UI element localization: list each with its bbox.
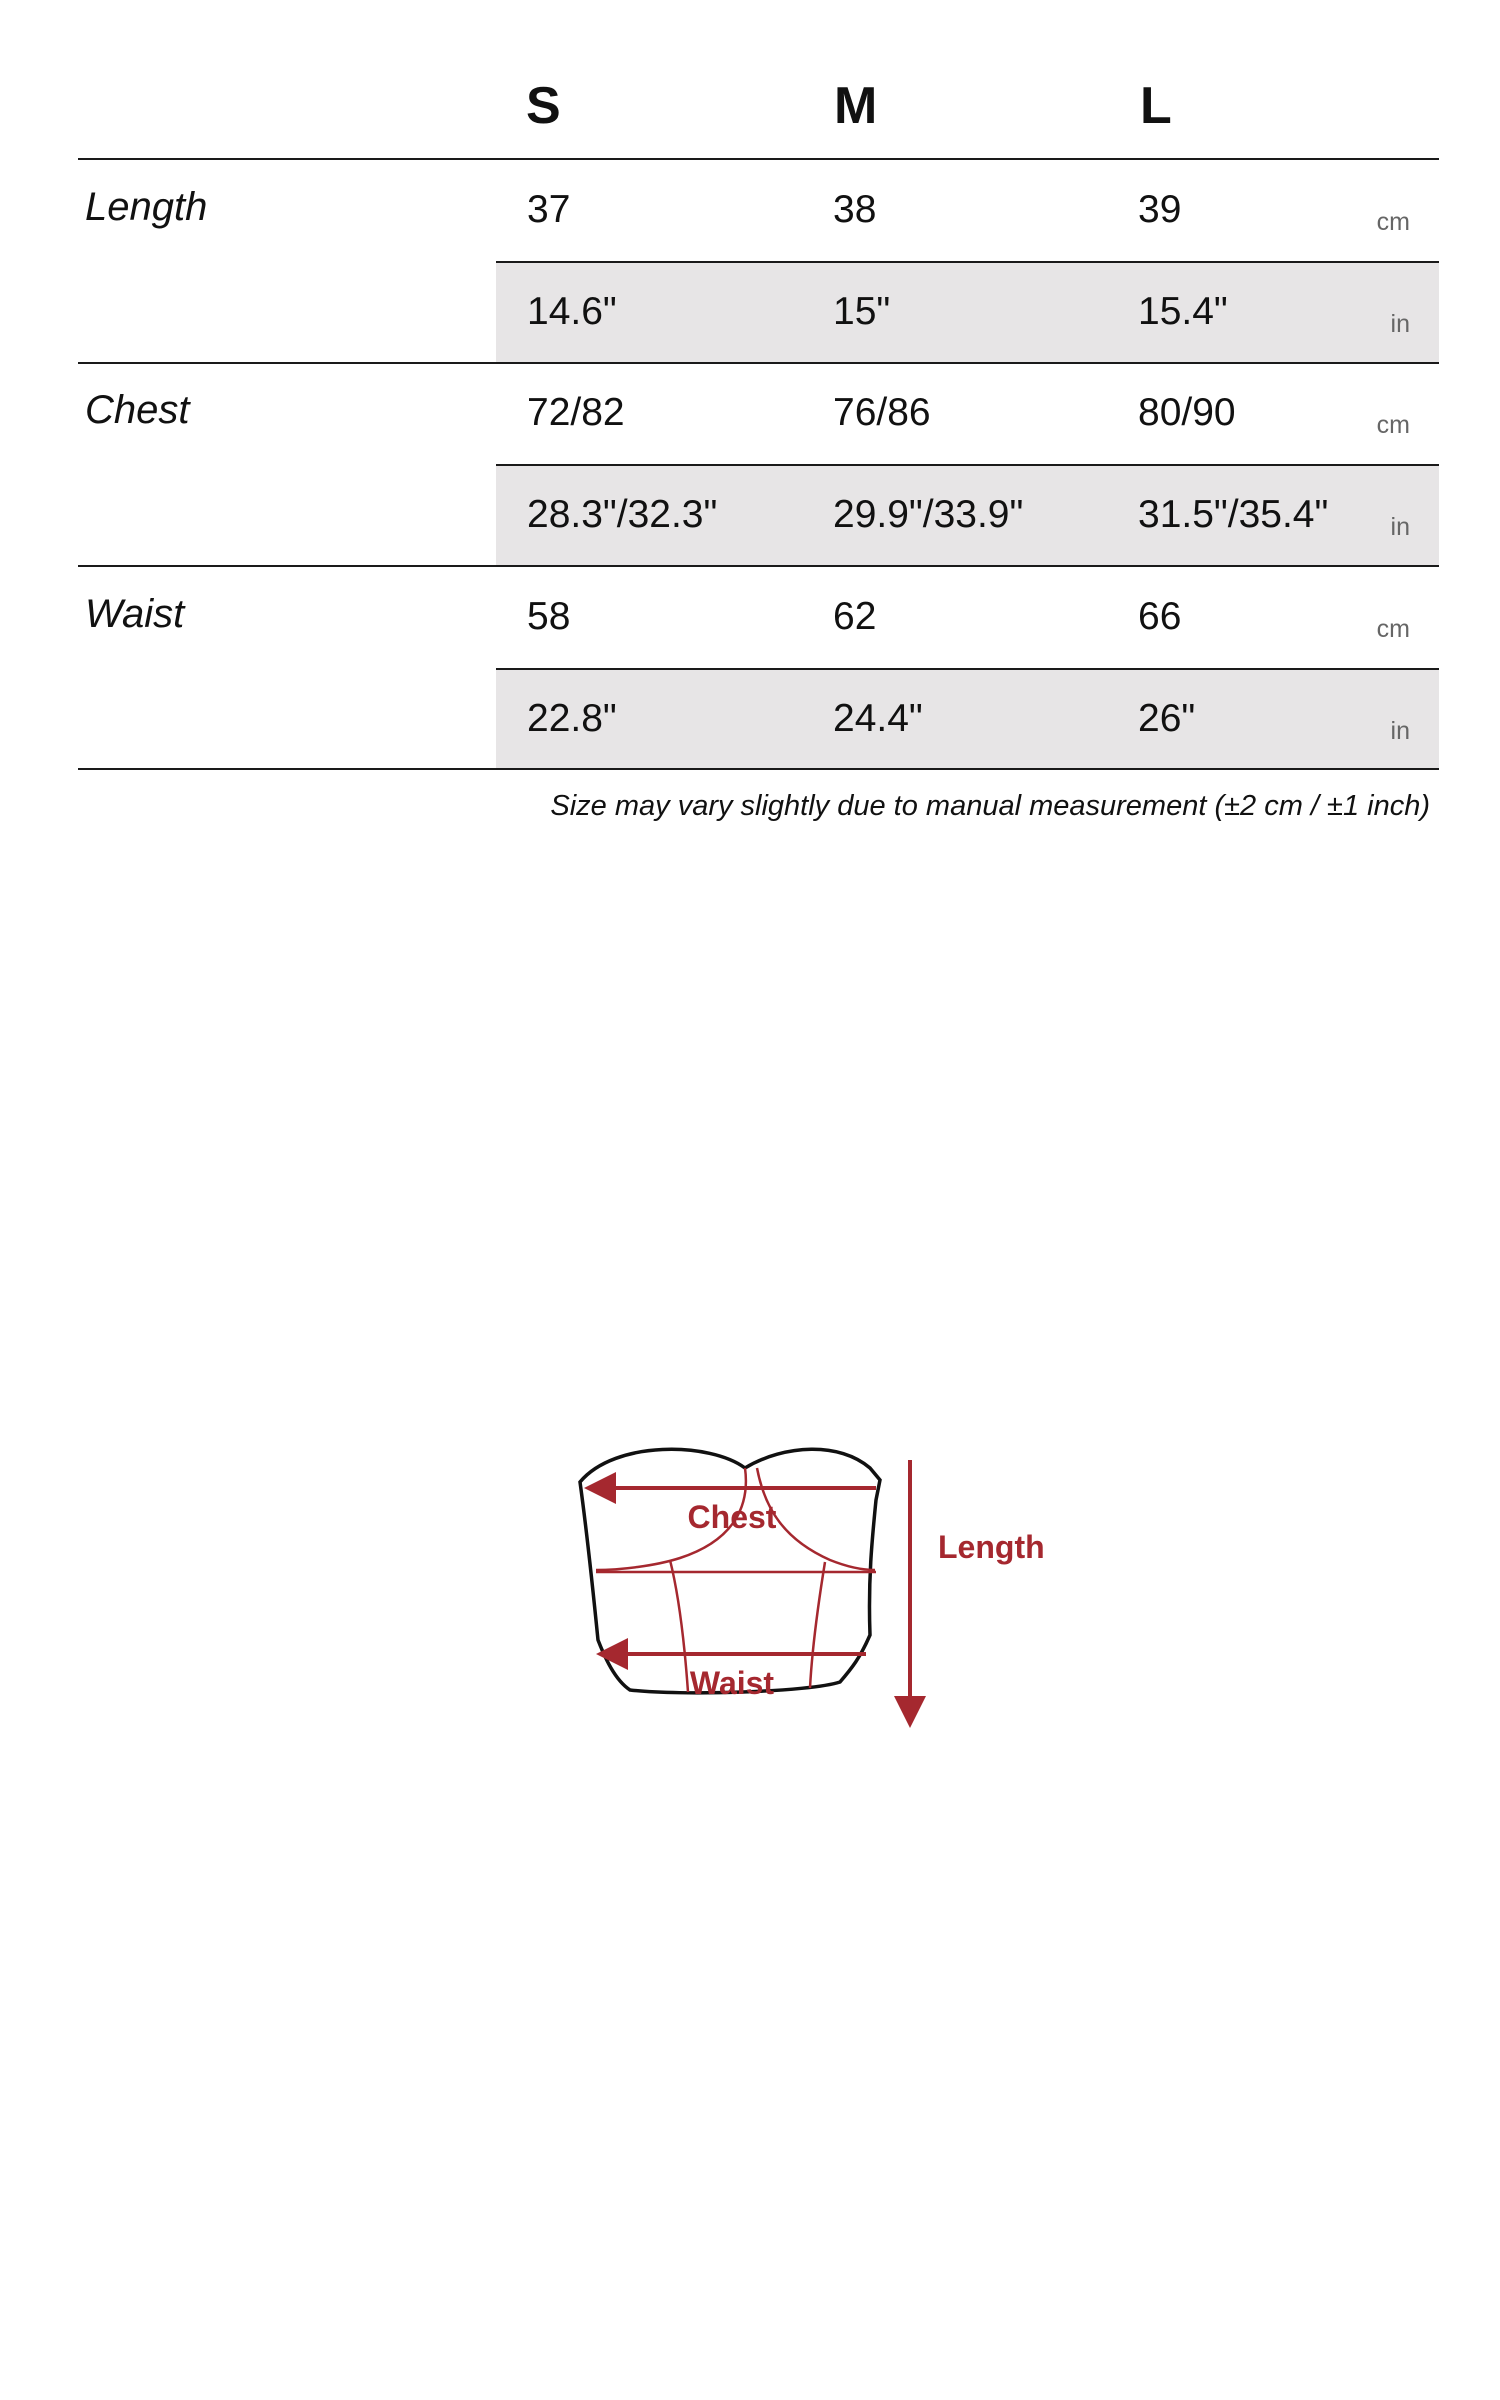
length-in-s: 14.6" [527,290,617,333]
unit-in: in [1390,513,1410,541]
chest-cm-s: 72/82 [527,391,625,434]
length-cm-m: 38 [833,188,877,231]
chest-cm-l: 80/90 [1138,391,1236,434]
table-divider [78,158,1439,160]
chest-in-m: 29.9"/33.9" [833,493,1024,536]
measure-label-waist: Waist [85,592,185,636]
inch-row-shade [496,670,1439,769]
length-in-m: 15" [833,290,891,333]
chest-in-s: 28.3"/32.3" [527,493,718,536]
table-divider [78,565,1439,567]
measure-label-chest: Chest [85,388,190,432]
measure-label-length: Length [85,185,208,229]
unit-cm: cm [1376,411,1410,439]
waist-label: Waist [689,1665,775,1701]
chest-cm-m: 76/86 [833,391,931,434]
waist-cm-s: 58 [527,595,571,638]
size-header-s: S [526,77,561,135]
waist-in-m: 24.4" [833,697,923,740]
unit-cm: cm [1376,208,1410,236]
unit-in: in [1390,310,1410,338]
garment-measurement-diagram [560,1420,1120,1750]
measurement-note: Size may vary slightly due to manual measurement (±2 cm / ±1 inch) [550,790,1430,822]
chest-label: Chest [687,1499,777,1535]
row-divider [496,464,1439,466]
row-divider [496,261,1439,263]
table-divider [78,362,1439,364]
row-divider [496,668,1439,670]
length-label: Length [938,1529,1045,1565]
table-divider [78,768,1439,770]
size-header-m: M [834,77,878,135]
unit-cm: cm [1376,615,1410,643]
waist-cm-m: 62 [833,595,877,638]
inch-row-shade [496,263,1439,363]
unit-in: in [1390,717,1410,745]
waist-in-s: 22.8" [527,697,617,740]
length-cm-l: 39 [1138,188,1182,231]
waist-in-l: 26" [1138,697,1196,740]
size-header-l: L [1140,77,1172,135]
chest-in-l: 31.5"/35.4" [1138,493,1329,536]
length-cm-s: 37 [527,188,571,231]
waist-cm-l: 66 [1138,595,1182,638]
length-in-l: 15.4" [1138,290,1228,333]
